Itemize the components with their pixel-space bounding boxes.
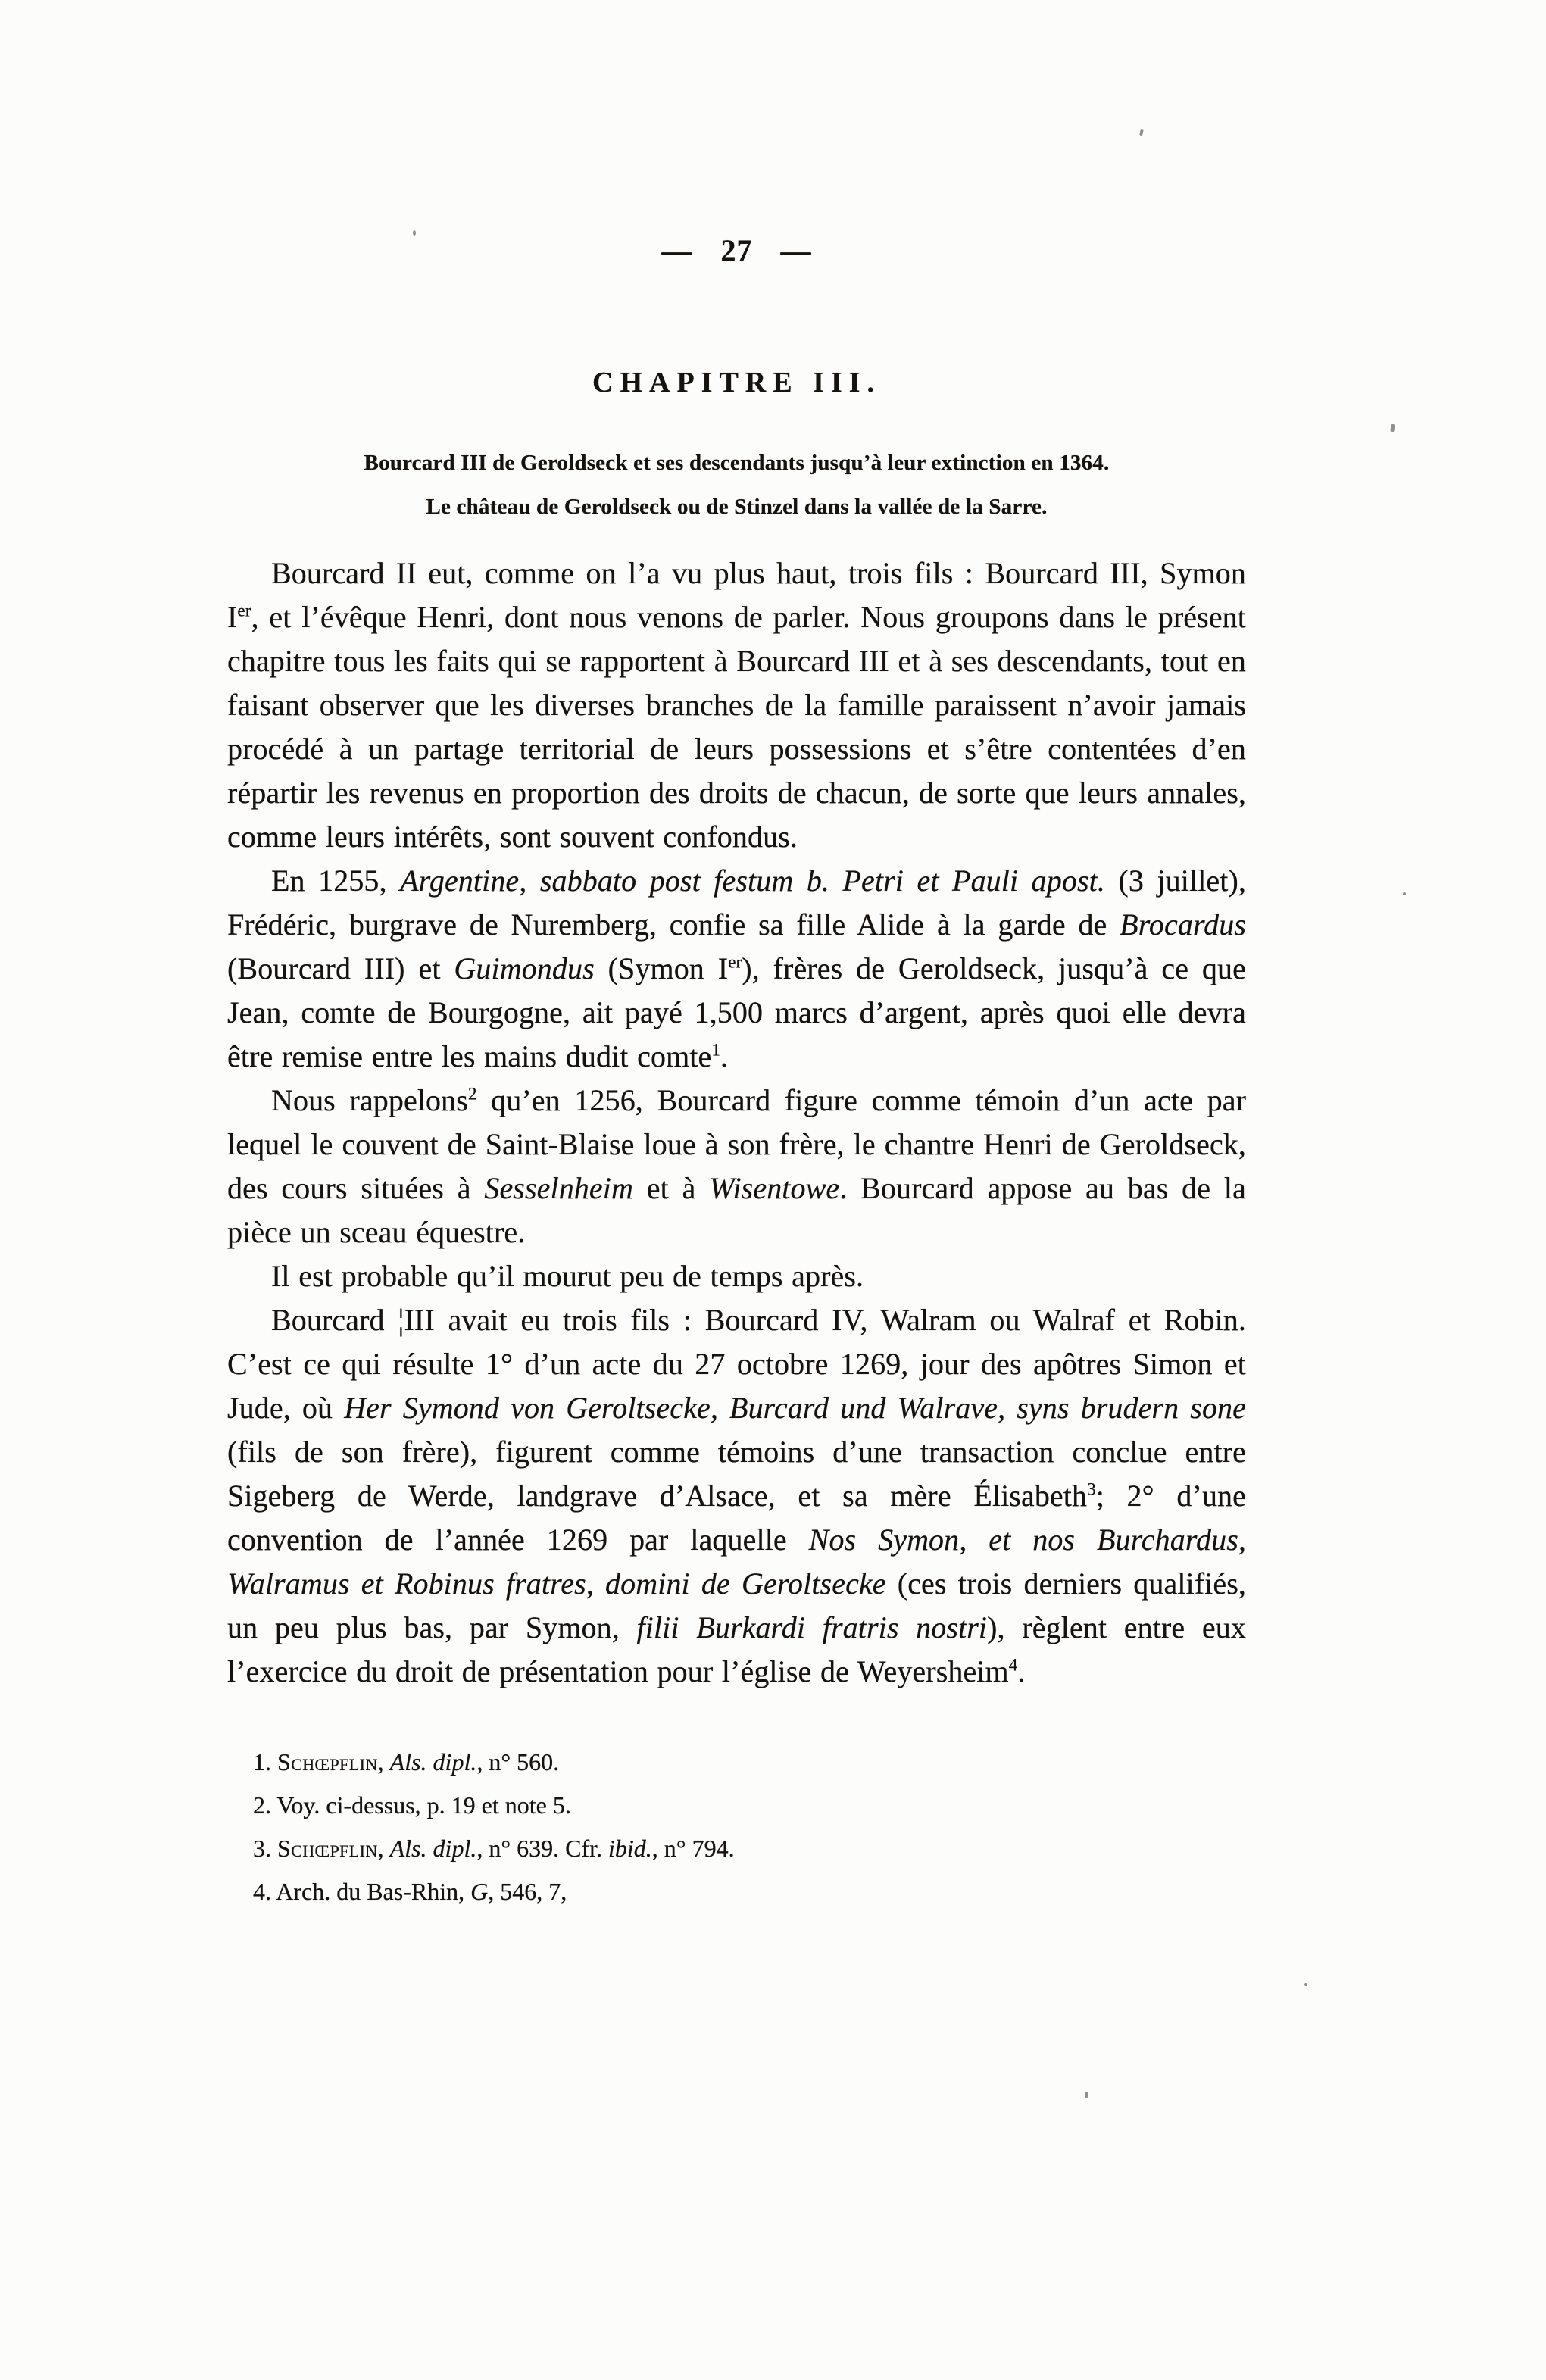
text-segment: , et l’évêque Henri, dont nous venons de parler. Nous groupons dans le présent chapitre tous les faits qui se rapportent à Bourcard III et à ses descendants, tout en faisant observer que les diverses branches de la famille paraissent n’avoir jamais procédé à un partage territorial de leurs possessions et s’être contentées d’en répartir les revenus en proportion des droits de chacun, de sorte que leurs annales, comme leurs intérêts, sont souvent confondus. [227, 600, 1246, 854]
text-segment: 3. [253, 1835, 277, 1862]
text-segment: , [377, 1835, 390, 1862]
body-paragraph [227, 1298, 1246, 1694]
text-segment: 4. Arch. du Bas-Rhin, [253, 1878, 471, 1905]
text-segment: , 546, 7, [488, 1878, 567, 1905]
scan-speck [1304, 1983, 1307, 1986]
text-segment: Als. dipl. [389, 1748, 477, 1776]
text-segment: (3 juillet), Frédéric, burgrave de Nuremberg, confie sa fille Alide à la garde de [227, 864, 1247, 942]
text-segment: (Bourcard III) et [227, 951, 454, 985]
footnote-reference: 4 [1008, 1655, 1018, 1676]
text-segment: , n° 639. Cfr. [476, 1835, 609, 1862]
text-segment: filii Burkardi fratris nostri [636, 1610, 988, 1644]
footnote [253, 1741, 1246, 1784]
text-segment: 2. Voy. ci-dessus, p. 19 et note 5. [253, 1791, 571, 1819]
footnote [253, 1870, 1246, 1913]
text-segment: . Bourcard appose au bas de la pièce un sceau équestre. [227, 1171, 1246, 1249]
body-paragraph [227, 551, 1246, 859]
text-segment: Bourcard ¦III avait eu trois fils : Bourcard IV, Walram ou Walraf et Robin. C’est ce qui résulte 1° d’un acte du 27 octobre 1269, jour des apôtres Simon et Jude, où [227, 1303, 1246, 1425]
footnote-reference: 3 [1087, 1479, 1096, 1500]
chapter-heading: CHAPITRE III. [592, 367, 881, 398]
text-segment: (fils de son frère), figurent comme témoins d’une transaction conclue entre Sigeberg de Werde, landgrave d’Alsace, et sa mère Élisabeth [227, 1435, 1246, 1513]
page-number: — 27 — [661, 233, 812, 267]
text-column [227, 0, 1246, 1913]
scan-speck [1403, 892, 1406, 895]
text-segment: En 1255, [271, 864, 401, 898]
text-segment: Als. dipl. [389, 1835, 477, 1862]
scan-speck [1085, 2092, 1088, 2098]
chapter-subtitle [227, 441, 1246, 529]
footnote-reference: 1 [711, 1040, 720, 1060]
text-segment: Schœpflin [277, 1835, 378, 1862]
chapter-subtitle-line2: Le château de Geroldseck ou de Stinzel dans la vallée de la Sarre. [426, 495, 1048, 519]
text-segment: Bourcard II eut, comme on l’a vu plus haut, trois fils : Bourcard III, Symon I [227, 556, 1246, 634]
text-segment: Her Symond von Geroltsecke, Burcard und Walrave, syns brudern sone [344, 1391, 1246, 1425]
footnotes [253, 1741, 1246, 1913]
text-segment: Nos Symon, et nos Burchardus, Walramus et Robinus fratres, domini de Geroltsecke [227, 1523, 1247, 1601]
footnote-reference: er [728, 952, 742, 973]
footnote [253, 1784, 1246, 1827]
text-segment: Brocardus [1120, 907, 1246, 942]
footnote-reference: er [237, 601, 251, 621]
text-segment: , n° 560. [476, 1748, 560, 1776]
text-segment: ibid. [608, 1835, 652, 1862]
text-segment: . [1017, 1654, 1026, 1688]
scan-speck [1390, 424, 1395, 433]
text-segment: (Symon I [594, 951, 729, 985]
chapter-subtitle-line1: Bourcard III de Geroldseck et ses descendants jusqu’à leur extinction en 1364. [364, 451, 1110, 475]
text-segment: Wisentowe [709, 1171, 840, 1205]
text-segment: ; 2° d’une convention de l’année 1269 par laquelle [227, 1479, 1246, 1557]
body-paragraph [227, 1254, 1246, 1298]
text-segment: Nous rappelons [271, 1083, 468, 1117]
text-segment: Guimondus [454, 951, 595, 985]
body-paragraph [227, 1079, 1246, 1254]
text-segment: ), règlent entre eux l’exercice du droit de présentation pour l’église de Weyersheim [227, 1610, 1246, 1688]
text-segment: , [377, 1748, 390, 1776]
text-segment: Schœpflin [277, 1748, 378, 1776]
body-text [227, 551, 1246, 1694]
text-segment: G [470, 1878, 489, 1905]
text-segment: , n° 794. [651, 1835, 735, 1862]
text-segment: 1. [253, 1748, 277, 1776]
body-paragraph [227, 859, 1246, 1079]
text-segment: (ces trois derniers qualifiés, un peu plus bas, par Symon, [227, 1566, 1246, 1644]
text-segment: et à [632, 1171, 710, 1205]
text-segment: Argentine, sabbato post festum b. Petri et Pauli apost. [400, 864, 1105, 898]
text-segment: ), frères de Geroldseck, jusqu’à ce que Jean, comte de Bourgogne, ait payé 1,500 marcs d’argent, après quoi elle devra être remise entre les mains dudit comte [227, 951, 1246, 1073]
text-segment: . [720, 1039, 729, 1073]
footnote [253, 1827, 1246, 1870]
text-segment: Sesselnheim [484, 1171, 633, 1205]
text-segment: qu’en 1256, Bourcard figure comme témoin d’un acte par lequel le couvent de Saint-Blaise loue à son frère, le chantre Henri de Geroldseck, des cours situées à [227, 1083, 1246, 1205]
footnote-reference: 2 [467, 1084, 477, 1104]
text-segment: Il est probable qu’il mourut peu de temps après. [271, 1259, 864, 1293]
